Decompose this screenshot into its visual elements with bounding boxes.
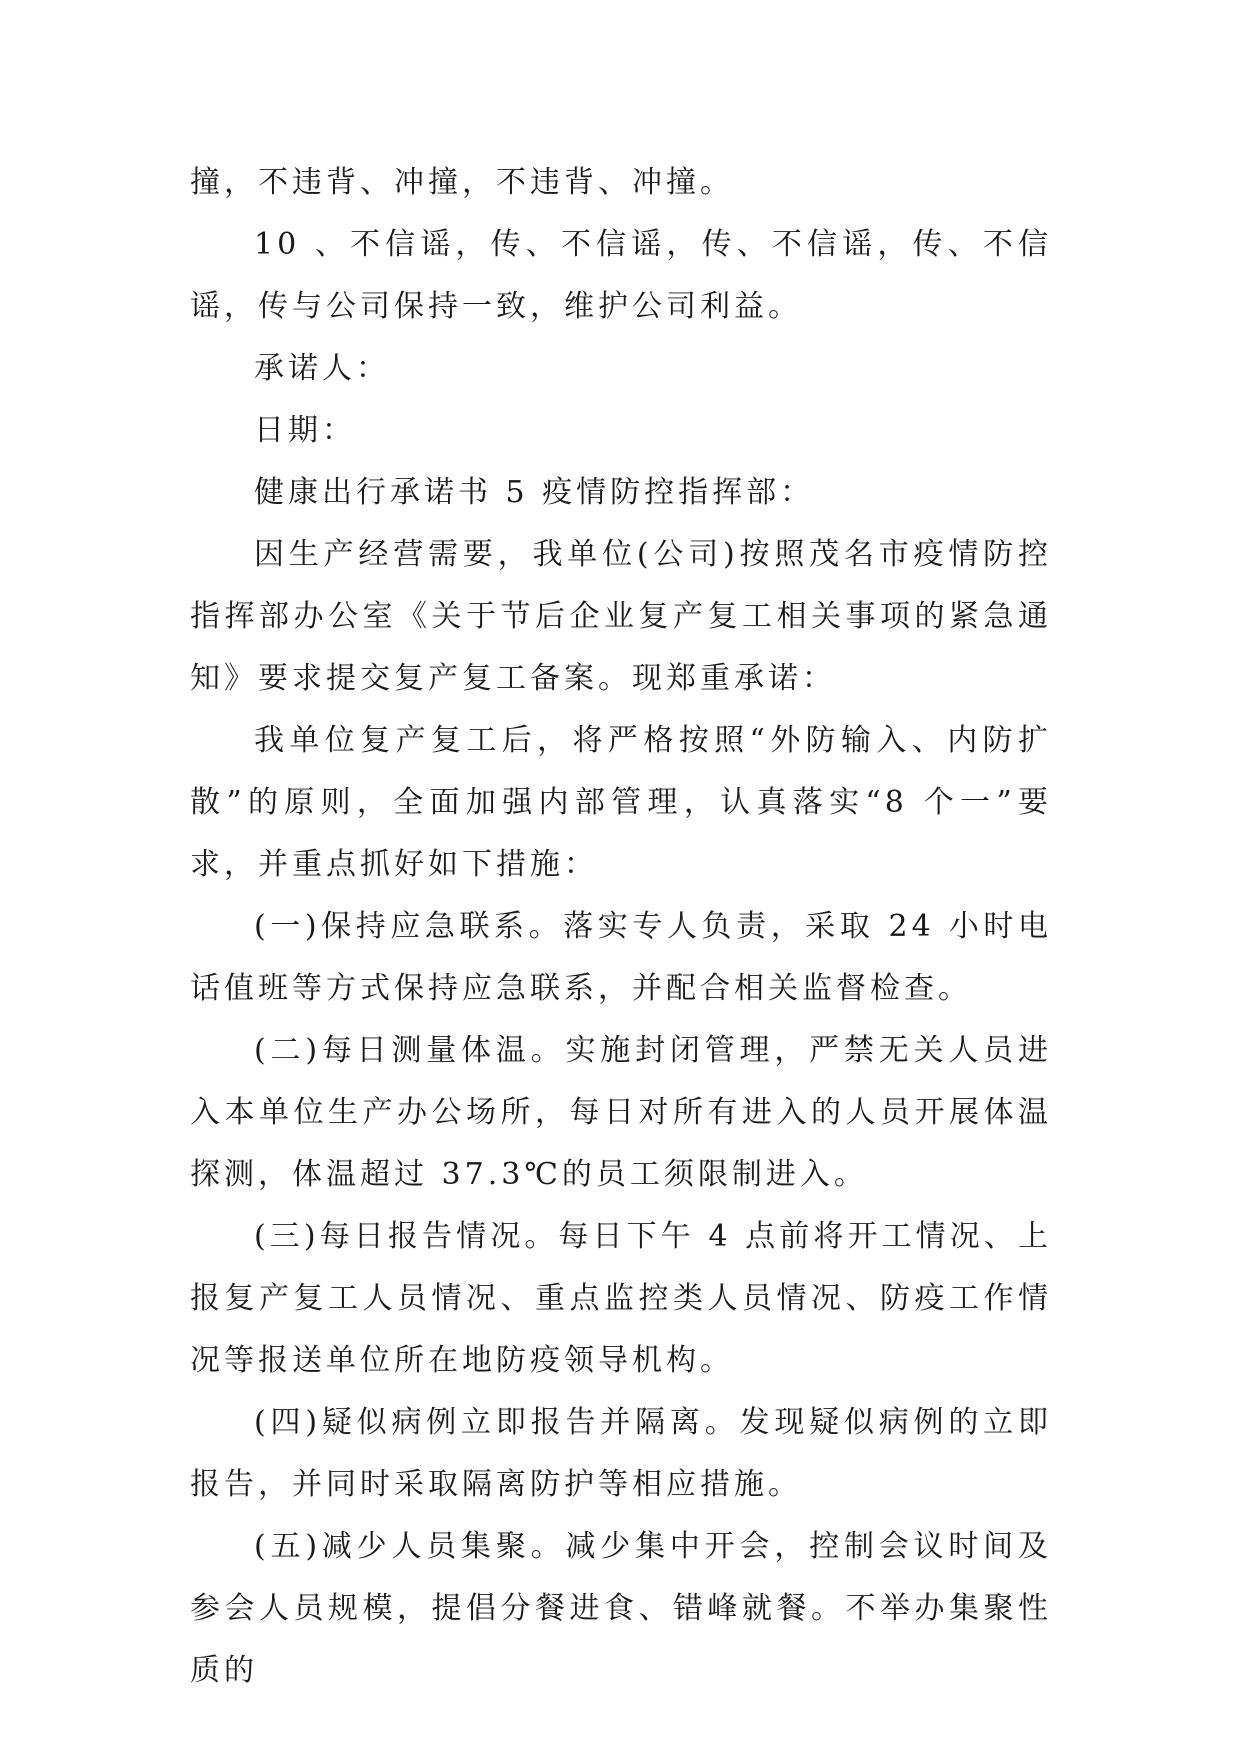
measure-1: (一)保持应急联系。落实专人负责，采取 24 小时电话值班等方式保持应急联系，并配合相关监督检查。 xyxy=(190,909,1052,1006)
signatory-label: 承诺人： xyxy=(254,351,390,386)
paragraph-2: 10 、不信谣，传、不信谣，传、不信谣，传、不信谣，传与公司保持一致，维护公司利益。 xyxy=(190,227,1052,324)
document-body xyxy=(190,152,1052,1702)
paragraph-commitment: 我单位复产复工后，将严格按照“外防输入、内防扩散”的原则，全面加强内部管理，认真落实“8 个一”要求，并重点抓好如下措施： xyxy=(190,723,1052,882)
measure-4: (四)疑似病例立即报告并隔离。发现疑似病例的立即报告，并同时采取隔离防护等相应措施。 xyxy=(190,1405,1052,1502)
date-label: 日期： xyxy=(254,413,356,448)
measure-3: (三)每日报告情况。每日下午 4 点前将开工情况、上报复产复工人员情况、重点监控类人员情况、防疫工作情况等报送单位所在地防疫领导机构。 xyxy=(190,1219,1052,1378)
measure-5: (五)减少人员集聚。减少集中开会，控制会议时间及参会人员规模，提倡分餐进食、错峰就餐。不举办集聚性质的 xyxy=(190,1529,1052,1688)
measure-2: (二)每日测量体温。实施封闭管理，严禁无关人员进入本单位生产办公场所，每日对所有进入的人员开展体温探测，体温超过 37.3℃的员工须限制进入。 xyxy=(190,1033,1052,1192)
paragraph-1: 撞，不违背、冲撞，不违背、冲撞。 xyxy=(190,165,734,200)
section-heading: 健康出行承诺书 5 疫情防控指挥部： xyxy=(254,475,815,510)
paragraph-intro: 因生产经营需要，我单位(公司)按照茂名市疫情防控指挥部办公室《关于节后企业复产复工相关事项的紧急通知》要求提交复产复工备案。现郑重承诺： xyxy=(190,537,1052,696)
